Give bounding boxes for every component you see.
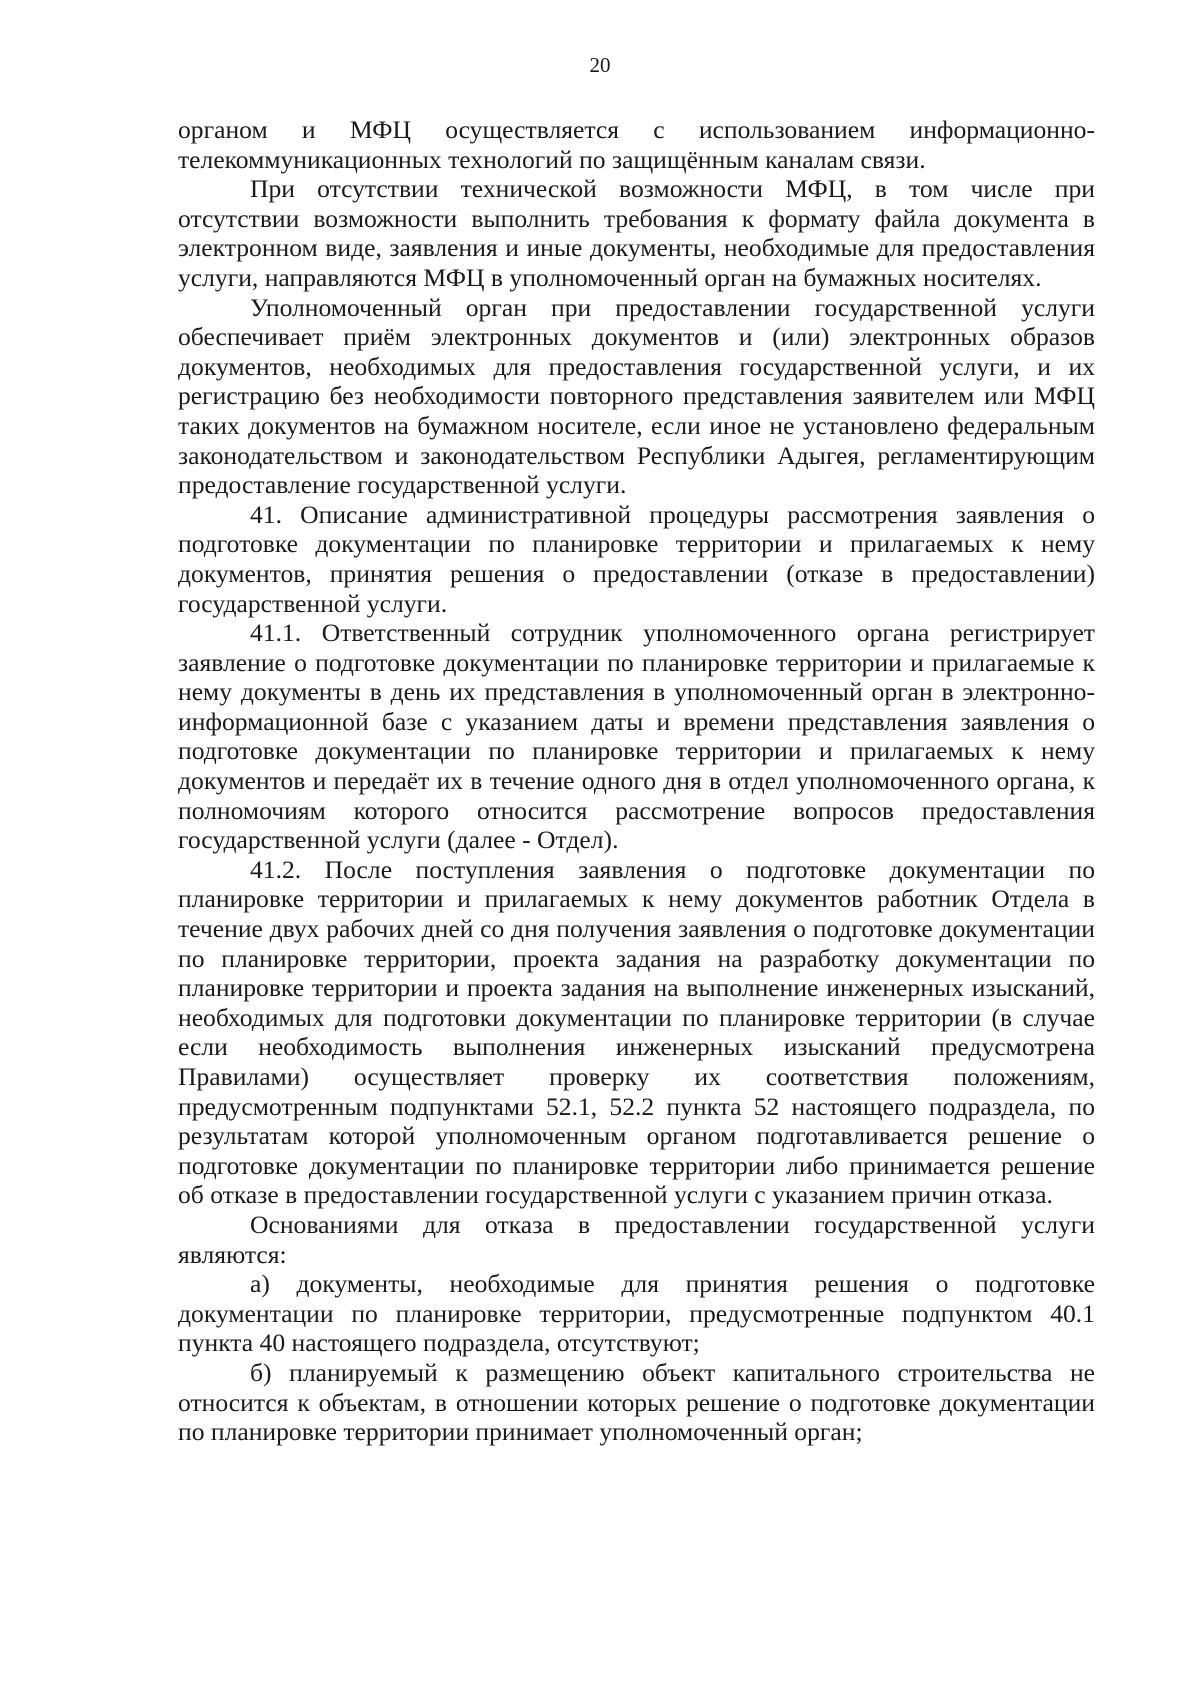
paragraph-electronic-documents: Уполномоченный орган при предоставлении государственной услуги обеспечивает приём электронных документов и (или) электронных образов документов, необходимых для предоставления государственной услуги, и их регистрацию без необходимости повторного представления заявителем или МФЦ таких документов на бумажном носителе, если иное не установлено федеральным законодательством и законодательством Республики Адыгея, регламентирующим предоставление государственной услуги. (178, 292, 1095, 500)
document-body (178, 115, 1095, 1447)
paragraph-41: 41. Описание административной процедуры рассмотрения заявления о подготовке документации по планировке территории и прилагаемых к нему документов, принятия решения о предоставлении (отказе в предоставлении) государственной услуги. (178, 499, 1095, 618)
list-item-a: а) документы, необходимые для принятия решения о подготовке документации по планировке территории, предусмотренные подпунктом 40.1 пункта 40 настоящего подраздела, отсутствуют; (178, 1269, 1095, 1358)
paragraph-continuation: органом и МФЦ осуществляется с использованием информационно-телекоммуникационных технологий по защищённым каналам связи. (178, 115, 1095, 174)
page-number: 20 (589, 53, 611, 77)
paragraph-mfc-paper: При отсутствии технической возможности МФЦ, в том числе при отсутствии возможности выполнить требования к формату файла документа в электронном виде, заявления и иные документы, необходимые для предоставления услуги, направляются МФЦ в уполномоченный орган на бумажных носителях. (178, 174, 1095, 292)
paragraph-41-1: 41.1. Ответственный сотрудник уполномоченного органа регистрирует заявление о подготовке документации по планировке территории и прилагаемые к нему документы в день их представления в уполномоченный орган в электронно-информационной базе с указанием даты и времени представления заявления о подготовке документации по планировке территории и прилагаемых к нему документов и передаёт их в течение одного дня в отдел уполномоченного органа, к полномочиям которого относится рассмотрение вопросов предоставления государственной услуги (далее - Отдел). (178, 618, 1095, 855)
paragraph-refusal-grounds: Основаниями для отказа в предоставлении государственной услуги являются: (178, 1209, 1095, 1269)
list-item-b: б) планируемый к размещению объект капитального строительства не относится к объектам, в отношении которых решение о подготовке документации по планировке территории принимает уполномоченный орган; (178, 1357, 1095, 1447)
paragraph-41-2: 41.2. После поступления заявления о подготовке документации по планировке территории и прилагаемых к нему документов работник Отдела в течение двух рабочих дней со дня получения заявления о подготовке документации по планировке территории, проекта задания на разработку документации по планировке территории и проекта задания на выполнение инженерных изысканий, необходимых для подготовки документации по планировке территории (в случае если необходимость выполнения инженерных изысканий предусмотрена Правилами) осуществляет проверку их соответствия положениям, предусмотренным подпунктами 52.1, 52.2 пункта 52 настоящего подраздела, по результатам которой уполномоченным органом подготавливается решение о подготовке документации по планировке территории либо принимается решение об отказе в предоставлении государственной услуги с указанием причин отказа. (178, 854, 1095, 1210)
